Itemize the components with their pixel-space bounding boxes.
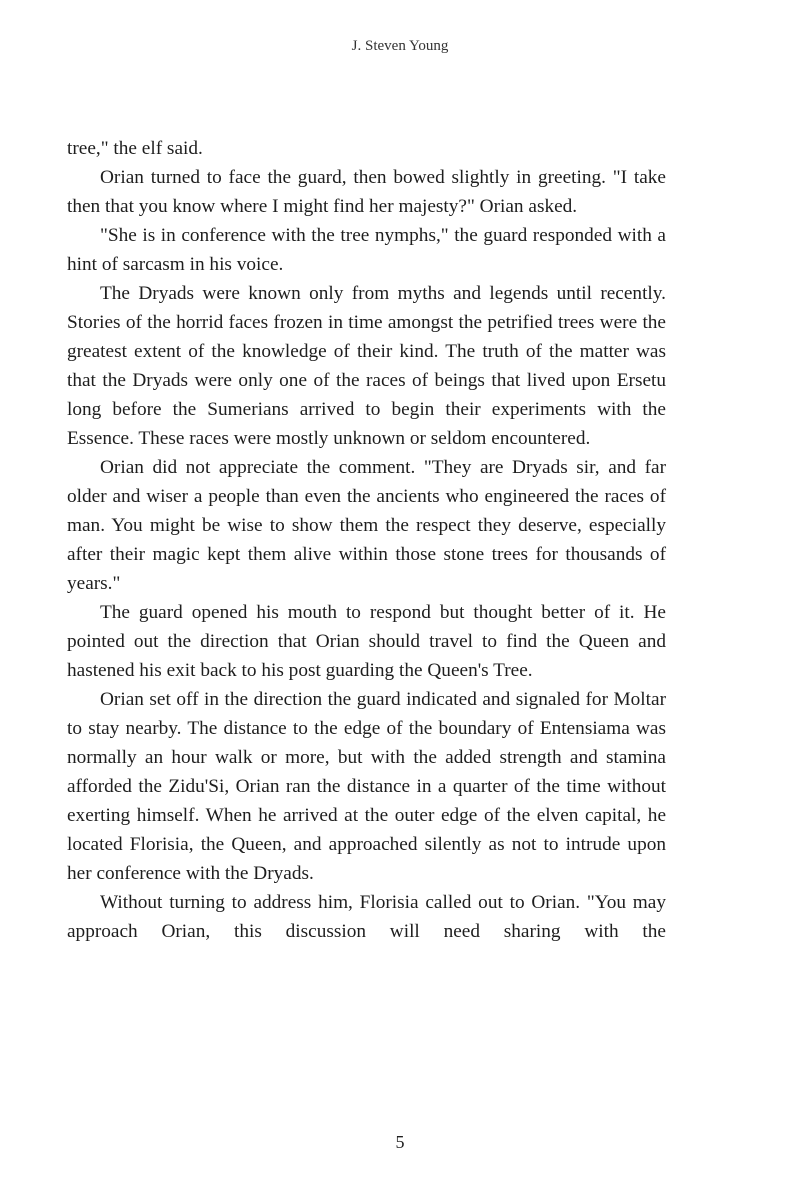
paragraph: Orian turned to face the guard, then bowed slightly in greeting. "I take then that you know where I might find her majesty?" Orian asked. bbox=[67, 167, 666, 217]
paragraph: The guard opened his mouth to respond but thought better of it. He pointed out the direction that Orian should travel to find the Queen and hastened his exit back to his post guarding the Queen's Tree. bbox=[67, 602, 666, 681]
paragraph: Orian did not appreciate the comment. "They are Dryads sir, and far older and wiser a people than even the ancients who engineered the races of man. You might be wise to show them the respect they deserve, especially after their magic kept them alive within those stone trees for thousands of years." bbox=[67, 457, 666, 594]
paragraph-continues: Without turning to address him, Florisia called out to Orian. "You may approach Orian, this discussion will need sharing with the bbox=[67, 892, 666, 942]
page-number: 5 bbox=[395, 1132, 405, 1152]
paragraph: Orian set off in the direction the guard indicated and signaled for Moltar to stay nearby. The distance to the edge of the boundary of Entensiama was normally an hour walk or more, but with the added strength and stamina afforded the Zidu'Si, Orian ran the distance in a quarter of the time without exerting himself. When he arrived at the outer edge of the elven capital, he located Florisia, the Queen, and approached silently as not to intrude upon her conference with the Dryads. bbox=[67, 689, 666, 884]
running-head: J. Steven Young bbox=[351, 38, 449, 54]
paragraph: "She is in conference with the tree nymphs," the guard responded with a hint of sarcasm in his voice. bbox=[67, 225, 666, 275]
paragraph-continuation: tree," the elf said. bbox=[67, 138, 203, 159]
body-text bbox=[67, 134, 666, 946]
paragraph: The Dryads were known only from myths and legends until recently. Stories of the horrid faces frozen in time amongst the petrified trees were the greatest extent of the knowledge of their kind. The truth of the matter was that the Dryads were only one of the races of beings that lived upon Ersetu long before the Sumerians arrived to begin their experiments with the Essence. These races were mostly unknown or seldom encountered. bbox=[67, 283, 666, 449]
